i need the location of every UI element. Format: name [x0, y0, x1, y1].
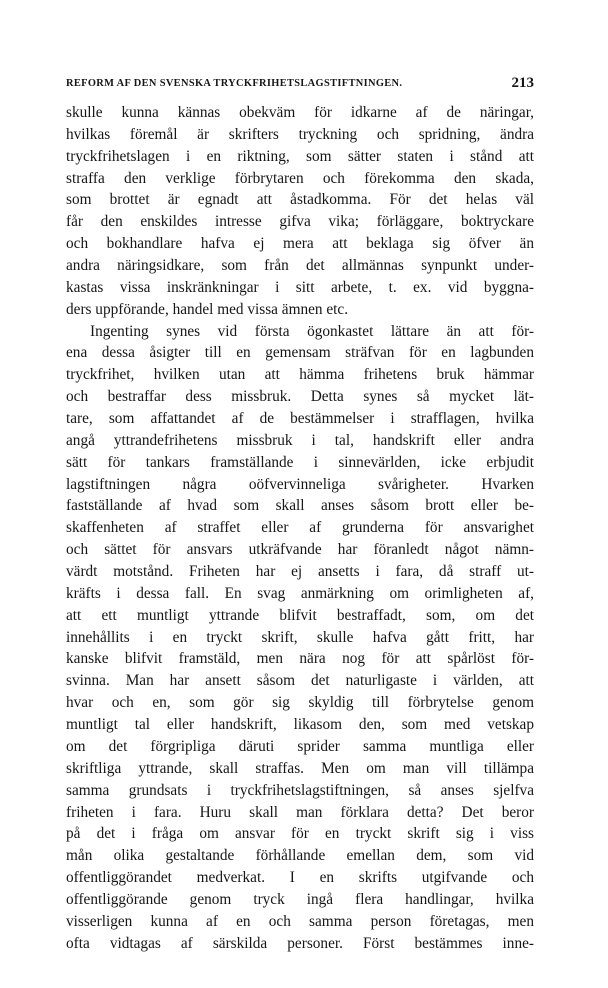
- text-line: friheten i fara. Huru skall man förklara detta? Det beror: [66, 803, 534, 821]
- text-line: och bokhandlare hafva ej mera att beklaga sig öfver än: [66, 235, 534, 253]
- text-line: kräfts i dessa fall. En svag anmärkning om orimligheten af,: [66, 584, 534, 602]
- text-line: visserligen kunna af en och samma person företagas, men: [66, 912, 534, 930]
- text-line: får den enskildes intresse gifva vika; förläggare, boktryckare: [66, 213, 534, 231]
- text-line: mån olika gestaltande förhållande emellan dem, som vid: [66, 847, 534, 865]
- text-line: skulle kunna kännas obekväm för idkarne af de näringar,: [66, 104, 534, 121]
- text-line: offentliggörande genom tryck ingå flera handlingar, hvilka: [66, 890, 534, 908]
- body-text: [66, 102, 534, 955]
- text-line: ena dessa åsigter till en gemensam sträfvan för en lagbunden: [66, 344, 534, 362]
- text-line: fastställande af hvad som skall anses såsom brott eller be-: [66, 497, 534, 515]
- text-line: kastas vissa inskränkningar i sitt arbete, t. ex. vid byggna-: [66, 278, 534, 296]
- text-line: straffa den verklige förbrytaren och förekomma den skada,: [66, 169, 534, 187]
- paragraph-end-line: ders uppförande, handel med vissa ämnen etc.: [66, 300, 349, 318]
- text-line: innehållits i en tryckt skrift, skulle hafva gått fritt, har: [66, 628, 534, 646]
- text-line: tryckfrihet, hvilken utan att hämma frihetens bruk hämmar: [66, 366, 534, 384]
- text-line: att ett muntligt yttrande blifvit bestraffadt, som, om det: [66, 606, 534, 624]
- text-line: svinna. Man har ansett såsom det naturligaste i världen, att: [66, 672, 534, 690]
- text-line: tryckfrihetslagen i en riktning, som sätter staten i stånd att: [66, 147, 534, 165]
- paragraph-start-line: Ingenting synes vid första ögonkastet lättare än att för-: [90, 322, 534, 340]
- text-line: lagstiftningen några oöfvervinneliga svårigheter. Hvarken: [66, 475, 534, 493]
- page-number: 213: [511, 75, 534, 91]
- text-line: skaffenheten af straffet eller af grunderna för ansvarighet: [66, 519, 534, 537]
- text-line: och sättet för ansvars utkräfvande har föranledt något nämn-: [66, 541, 534, 559]
- text-line: muntligt tal eller handskrift, likasom den, som med vetskap: [66, 716, 534, 734]
- text-line: och bestraffar dess missbruk. Detta synes så mycket lät-: [66, 388, 534, 406]
- text-line: sätt för tankars framställande i sinnevärlden, icke erbjudit: [66, 453, 534, 471]
- text-line: kanske blifvit framstäld, men nära nog för att spårlöst för-: [66, 650, 534, 668]
- text-line: som brottet är egnadt att åstadkomma. För det helas väl: [66, 191, 534, 209]
- text-line: offentliggörandet medverkat. I en skrifts utgifvande och: [66, 869, 534, 887]
- running-title: REFORM AF DEN SVENSKA TRYCKFRIHETSLAGSTIFTNINGEN.: [66, 78, 403, 89]
- text-line: tare, som affattandet af de bestämmelser i strafflagen, hvilka: [66, 410, 534, 428]
- page-header: [66, 75, 534, 95]
- text-line: samma grundsats i tryckfrihetslagstiftningen, så anses sjelfva: [66, 781, 534, 799]
- text-line: om det förgripliga däruti sprider samma muntliga eller: [66, 737, 534, 755]
- text-line: andra näringsidkare, som från det allmännas synpunkt under-: [66, 257, 534, 275]
- text-line: värdt motstånd. Friheten har ej ansetts i fara, då straff ut-: [66, 563, 534, 581]
- text-line: angå yttrandefrihetens missbruk i tal, handskrift eller andra: [66, 431, 534, 449]
- text-line: skriftliga yttrande, skall straffas. Men om man vill tillämpa: [66, 759, 534, 777]
- text-line: på det i fråga om ansvar för en tryckt skrift sig i viss: [66, 825, 534, 843]
- text-line: ofta vidtagas af särskilda personer. Först bestämmes inne-: [66, 934, 534, 952]
- text-line: hvilkas föremål är skrifters tryckning och spridning, ändra: [66, 125, 534, 143]
- text-line: hvar och en, som gör sig skyldig till förbrytelse genom: [66, 694, 534, 712]
